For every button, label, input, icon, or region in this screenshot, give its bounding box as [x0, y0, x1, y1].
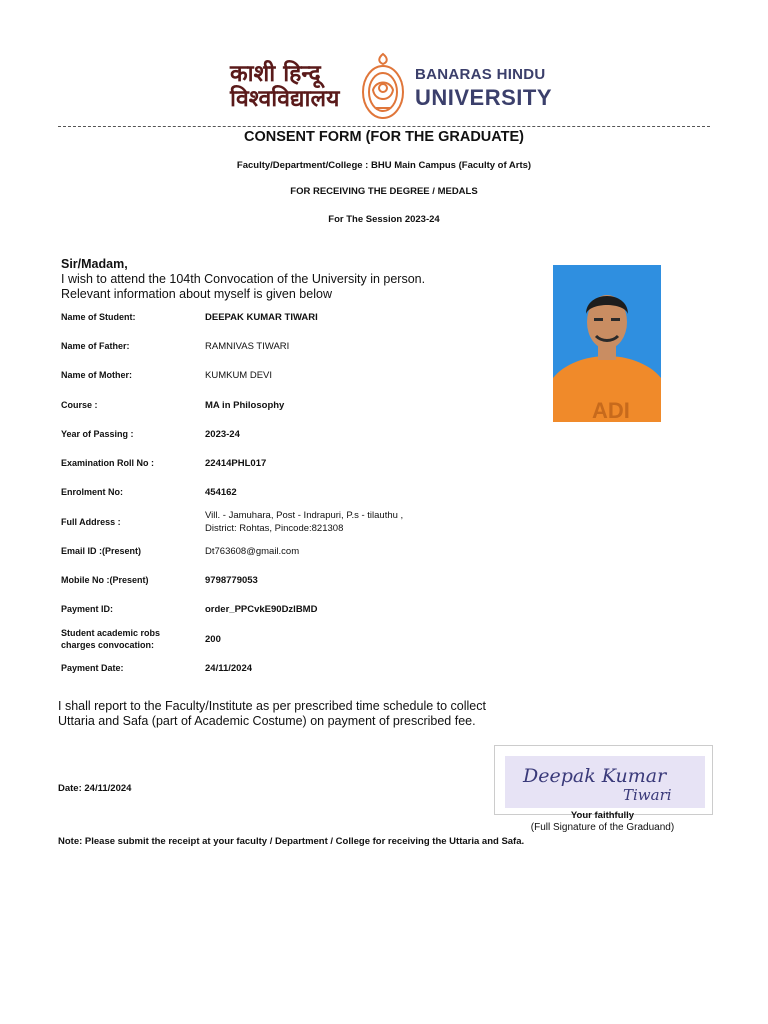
field-value: DEEPAK KUMAR TIWARI [205, 312, 318, 323]
purpose-line: FOR RECEIVING THE DEGREE / MEDALS [290, 186, 478, 197]
field-row-roll-no [61, 458, 541, 484]
report-paragraph: I shall report to the Faculty/Institute as per prescribed time schedule to collect Uttaria and Safa (part of Academic Costume) on payment of prescribed fee. [58, 699, 486, 728]
field-value: RAMNIVAS TIWARI [205, 341, 290, 352]
field-row-father-name [61, 341, 541, 367]
field-value: KUMKUM DEVI [205, 370, 273, 381]
field-value: 200 [205, 634, 221, 645]
field-label: Year of Passing : [61, 429, 134, 439]
hindi-line-1: काशी हिन्दू [230, 61, 321, 87]
field-row-robs-charges [61, 628, 541, 654]
date-line: Date: 24/11/2024 [58, 783, 132, 794]
field-value: Dt763608@gmail.com [205, 546, 300, 557]
field-value: 454162 [205, 487, 237, 498]
field-label: Course : [61, 400, 98, 410]
field-row-mobile [61, 575, 541, 601]
intro-text [61, 272, 425, 302]
field-label: Name of Father: [61, 341, 130, 351]
signature-text-line-1: Deepak Kumar [523, 765, 667, 787]
intro-line-2: Relevant information about myself is given below [61, 287, 332, 301]
field-row-payment-date [61, 663, 541, 689]
university-seal-icon [358, 50, 408, 122]
field-value-line-2: District: Rohtas, Pincode:821308 [205, 523, 344, 534]
field-value: MA in Philosophy [205, 400, 285, 411]
field-label: Payment Date: [61, 663, 124, 673]
hindi-line-2: विश्वविद्यालय [230, 86, 340, 112]
field-label-line-2: charges convocation: [61, 640, 155, 650]
yours-faithfully: Your faithfully [570, 810, 635, 821]
field-label-line-1: Student academic robs [61, 628, 161, 638]
signature-image [494, 745, 713, 815]
signature-text-line-2: Tiwari [623, 786, 672, 804]
field-value: 22414PHL017 [205, 458, 267, 469]
field-value: order_PPCvkE90DzlBMD [205, 604, 318, 615]
field-value: 9798779053 [205, 575, 258, 586]
english-line-2: UNIVERSITY [415, 85, 553, 110]
university-name-english [415, 66, 552, 111]
header-divider [58, 126, 710, 127]
intro-line-1: I wish to attend the 104th Convocation of the University in person. [61, 272, 426, 286]
field-label: Enrolment No: [61, 487, 123, 497]
english-line-1: BANARAS HINDU [415, 66, 546, 83]
form-title: CONSENT FORM (FOR THE GRADUATE) [243, 129, 525, 145]
field-label: Examination Roll No : [61, 458, 155, 468]
field-label: Mobile No :(Present) [61, 575, 149, 585]
field-value: 24/11/2024 [205, 663, 253, 674]
greeting: Sir/Madam, [61, 257, 128, 271]
field-row-course [61, 400, 541, 426]
university-name-hindi [230, 62, 339, 112]
field-label: Payment ID: [61, 604, 114, 614]
field-row-student-name [61, 312, 541, 338]
field-label: Name of Student: [61, 312, 136, 322]
signature-caption: (Full Signature of the Graduand) [530, 822, 675, 833]
svg-text:ADI: ADI [592, 398, 630, 423]
field-row-email [61, 546, 541, 572]
field-row-address [61, 509, 541, 539]
note-text: Note: Please submit the receipt at your faculty / Department / College for receiving the Uttaria and Safa. [58, 836, 525, 847]
field-label: Full Address : [61, 517, 121, 527]
field-value: 2023-24 [205, 429, 240, 440]
field-row-year-of-passing [61, 429, 541, 455]
student-photo [544, 256, 663, 424]
session-line: For The Session 2023-24 [328, 214, 440, 225]
faculty-line: Faculty/Department/College : BHU Main Campus (Faculty of Arts) [236, 160, 532, 171]
field-row-mother-name [61, 370, 541, 396]
field-value-line-1: Vill. - Jamuhara, Post - Indrapuri, P.s - tilauthu , [205, 510, 404, 521]
field-label: Name of Mother: [61, 370, 133, 380]
field-row-payment-id [61, 604, 541, 630]
field-label: Email ID :(Present) [61, 546, 142, 556]
